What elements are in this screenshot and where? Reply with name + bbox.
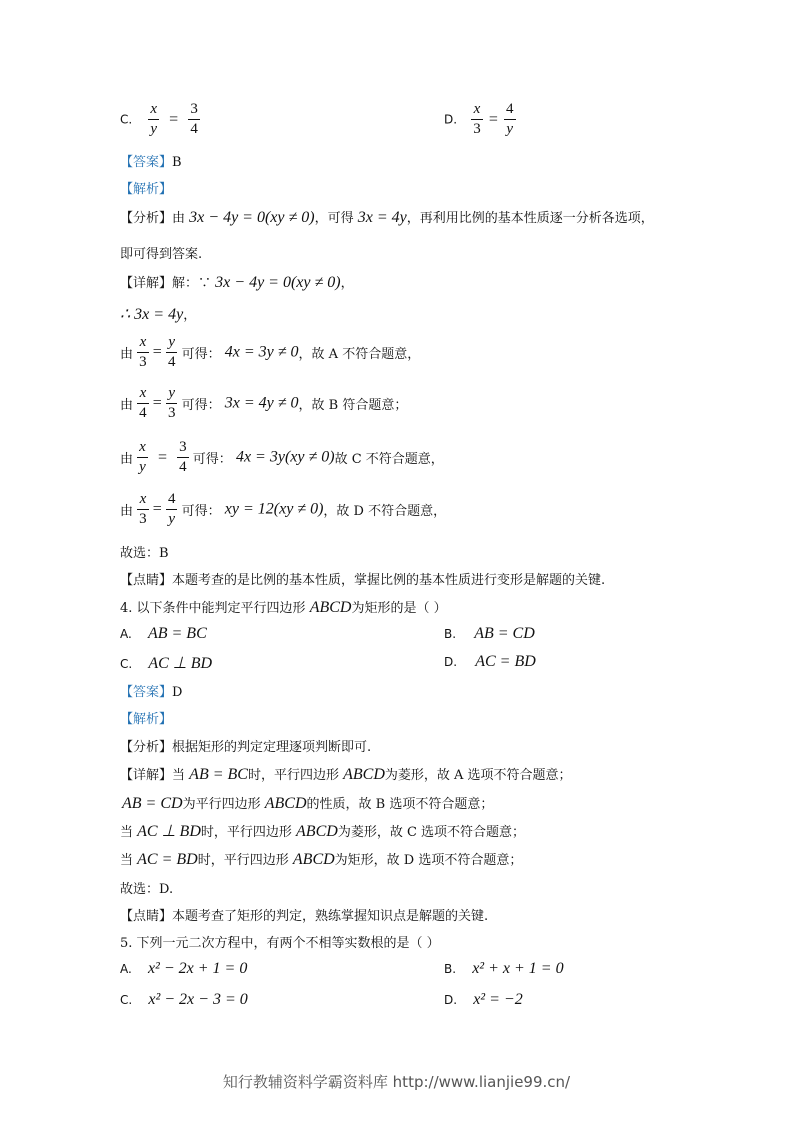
q4-option-c: C. AC ⊥ BD (120, 655, 213, 672)
q4-option-a: A. AB = BC (120, 625, 207, 642)
fraction: $\frac{x}{3}$ (139, 334, 147, 370)
q3-fenxi-cont: 即可得到答案. (120, 247, 203, 262)
q5-option-b: B. x² + x + 1 = 0 (444, 960, 564, 977)
q4-option-d: D. AC = BD (444, 653, 536, 670)
q3-fenxi: 【分析】由 3x − 4y = 0(xy ≠ 0)，可得 3x = 4y，再利用比例的基本性质逐一分析各选项， (120, 209, 654, 226)
q3-analysis-heading: 【解析】 (120, 182, 173, 197)
q3-answer: 【答案】B (120, 155, 182, 170)
q5-option-c: C. x² − 2x − 3 = 0 (120, 991, 248, 1008)
q4-choose: 故选：D. (120, 882, 174, 897)
fraction: $\frac{x}{y}$ (139, 439, 146, 475)
q4-fenxi: 【分析】根据矩形的判定定理逐项判断即可. (120, 740, 372, 755)
q4-xiangjie-3: 当 AC ⊥ BD时，平行四边形 ABCD为菱形，故 C 选项不符合题意； (120, 823, 526, 840)
q4-xiangjie-2: AB = CD为平行四边形 ABCD的性质，故 B 选项不符合题意； (122, 795, 494, 812)
q4-analysis-heading: 【解析】 (120, 712, 173, 727)
fraction: $\frac{3}{4}$ (179, 439, 187, 475)
fraction: $\frac{y}{4}$ (167, 334, 176, 370)
q5-option-a: A. x² − 2x + 1 = 0 (120, 960, 248, 977)
q5-stem: 5. 下列一元二次方程中，有两个不相等实数根的是（ ） (120, 936, 440, 951)
fraction: $\frac{4}{y}$ (506, 101, 514, 137)
fraction: $\frac{x}{3}$ (139, 491, 147, 527)
q3-step-1: 由 $\frac{x}{3}$ = $\frac{y}{4}$ 可得： 4x = 3y ≠ 0，故 A 不符合题意， (120, 334, 421, 370)
fraction: $\frac{y}{3}$ (167, 385, 176, 421)
q4-xiangjie-1: 【详解】当 AB = BC时，平行四边形 ABCD为菱形，故 A 选项不符合题意； (120, 766, 572, 783)
q3-dianjing: 【点睛】本题考查的是比例的基本性质，掌握比例的基本性质进行变形是解题的关键. (120, 573, 606, 588)
q4-answer: 【答案】D (120, 685, 183, 700)
fraction: $\frac{x}{y}$ (150, 101, 158, 137)
q3-therefore: ∴ 3x = 4y， (120, 306, 197, 323)
q4-xiangjie-4: 当 AC = BD时，平行四边形 ABCD为矩形，故 D 选项不符合题意； (120, 851, 523, 868)
footer-watermark: 知行教辅资料学霸资料库 http://www.lianjie99.cn/ (222, 1073, 571, 1091)
q3-option-d: D. $\frac{x}{3}$ = $\frac{4}{y}$ (444, 101, 514, 137)
q4-dianjing: 【点睛】本题考查了矩形的判定，熟练掌握知识点是解题的关键. (120, 909, 489, 924)
q3-step-4: 由 $\frac{x}{3}$ = $\frac{4}{y}$ 可得： xy = 12(xy ≠ 0)，故 D 不符合题意， (120, 491, 447, 527)
q3-choose: 故选：B (120, 546, 169, 561)
q3-step-2: 由 $\frac{x}{4}$ = $\frac{y}{3}$ 可得： 3x = 4y ≠ 0，故 B 符合题意； (120, 385, 408, 421)
q3-option-c: C. $\frac{x}{y}$ = $\frac{3}{4}$ (120, 101, 198, 137)
q4-stem: 4. 以下条件中能判定平行四边形 ABCD为矩形的是（ ） (120, 599, 447, 616)
q3-step-3: 由 $\frac{x}{y}$ = $\frac{3}{4}$ 可得： 4x = 3y(xy ≠ 0)故 C 不符合题意， (120, 439, 444, 475)
fraction: $\frac{x}{3}$ (473, 101, 481, 137)
fraction: $\frac{x}{4}$ (139, 385, 147, 421)
q4-option-b: B. AB = CD (444, 625, 535, 642)
fraction: $\frac{3}{4}$ (190, 101, 198, 137)
fraction: $\frac{4}{y}$ (167, 491, 176, 527)
q5-option-d: D. x² = −2 (444, 991, 523, 1008)
q3-xiangjie: 【详解】解：∵ 3x − 4y = 0(xy ≠ 0)， (120, 274, 354, 291)
